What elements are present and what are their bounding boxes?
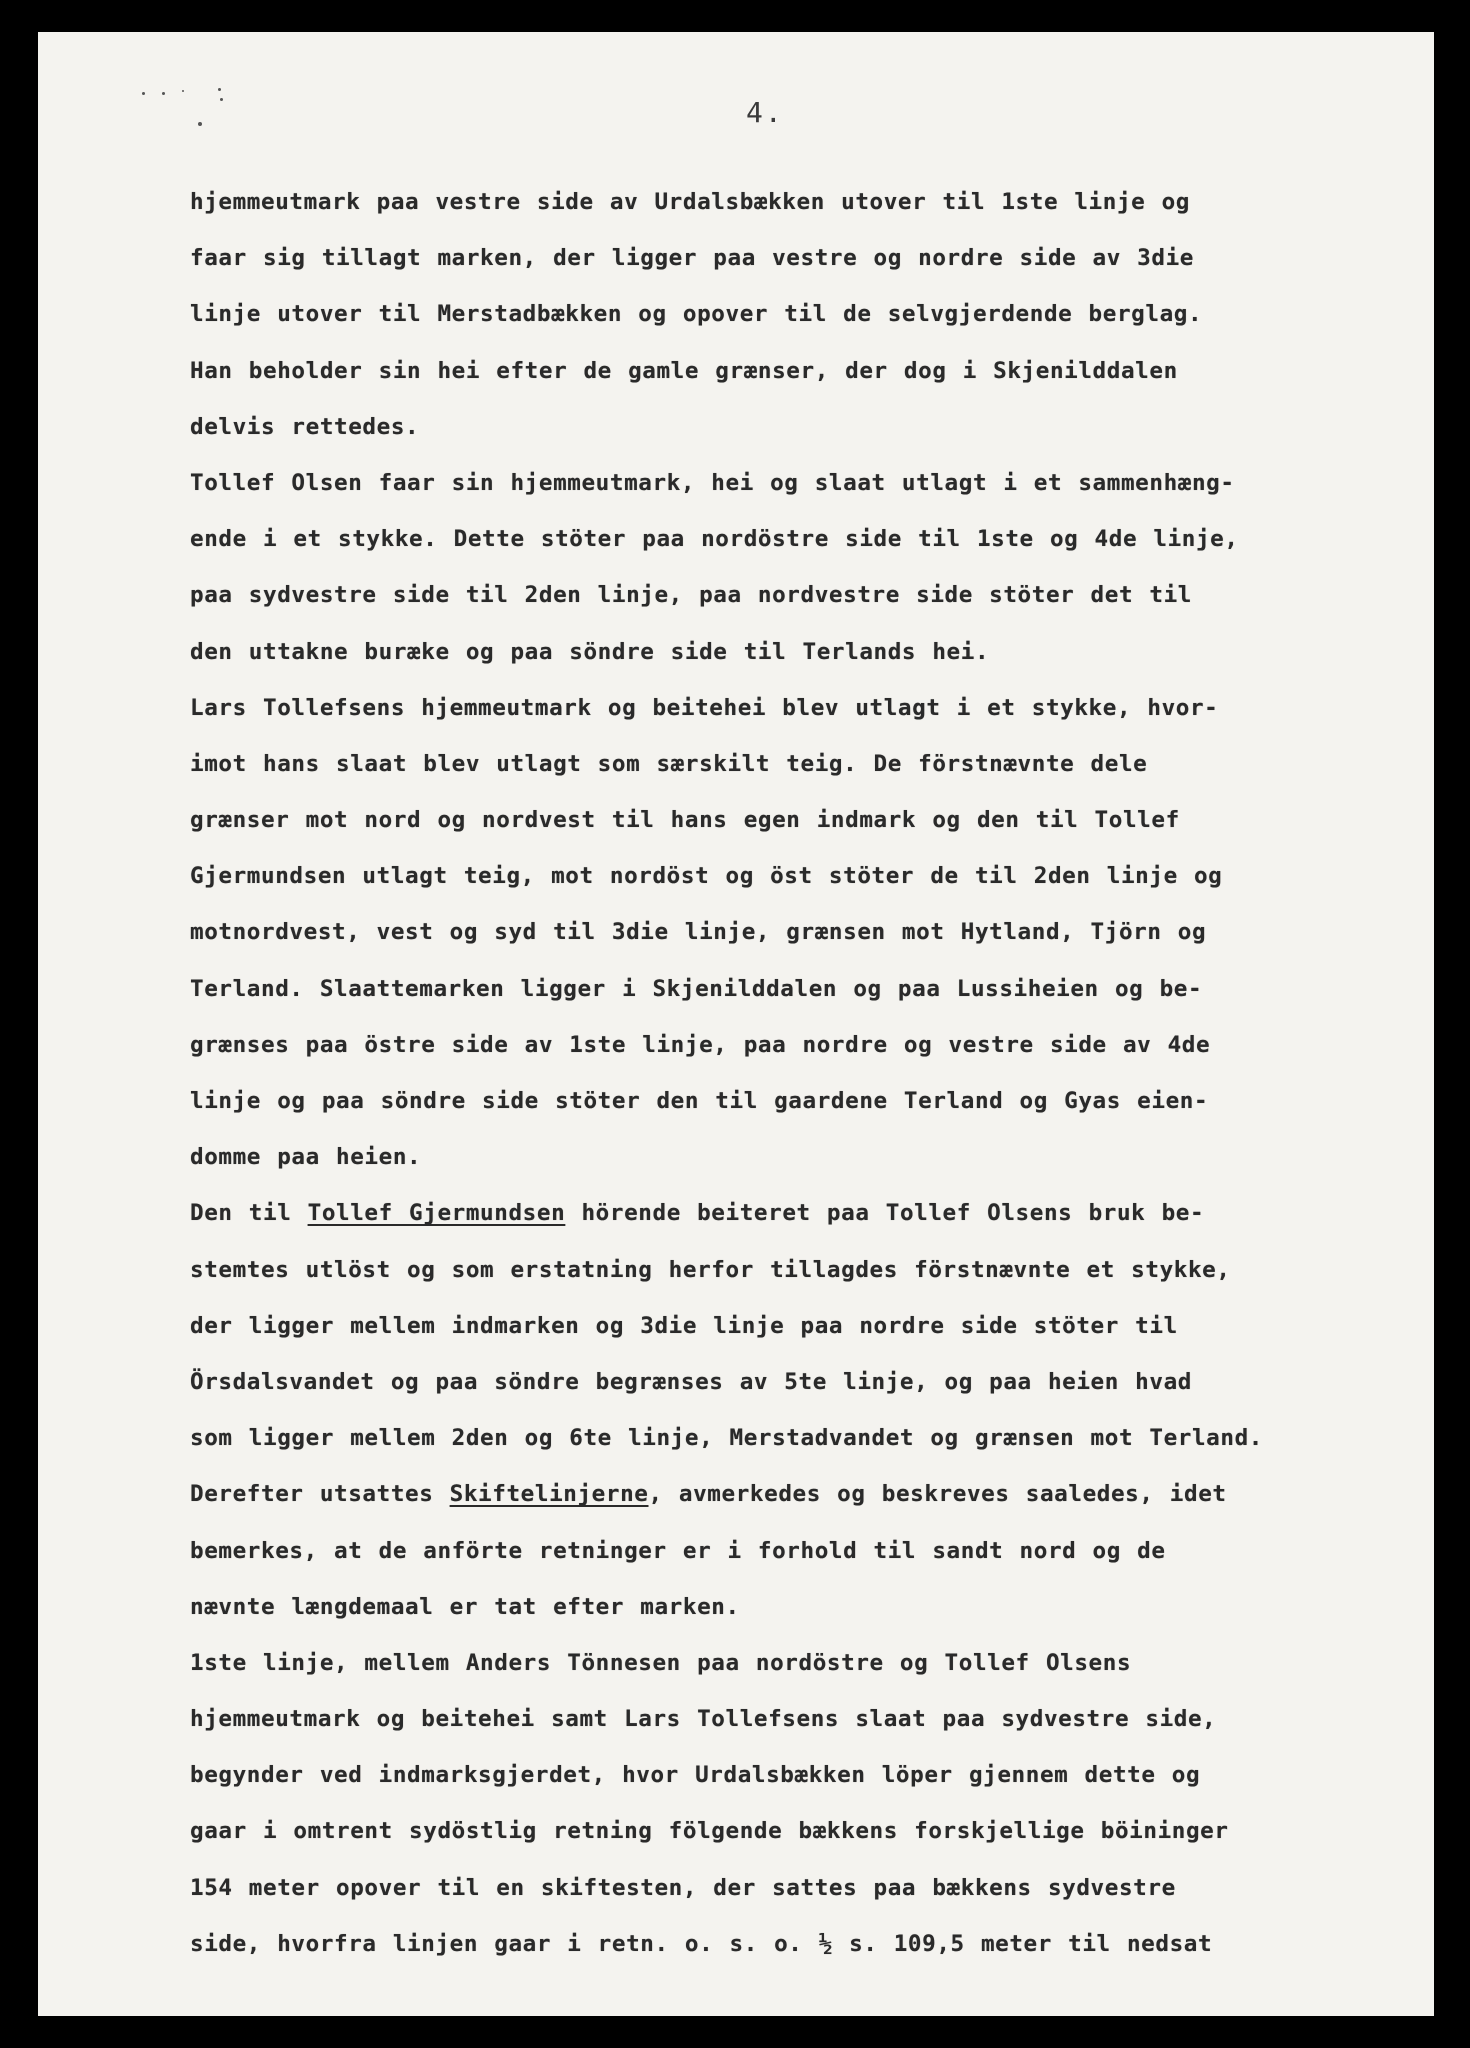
text-line	[190, 1466, 1434, 1522]
text-line	[190, 1185, 1434, 1241]
text-line: hjemmeutmark paa vestre side av Urdalsbækken utover til 1ste linje og	[190, 189, 1190, 215]
text-line: delvis rettedes.	[190, 413, 420, 440]
text-line: Tollef Olsen faar sin hjemmeutmark, hei og slaat utlagt i et sammenhæng-	[190, 469, 1235, 496]
text-line: side, hvorfra linjen gaar i retn. o. s. o. ½ s. 109,5 meter til nedsat	[190, 1930, 1213, 1957]
text-line: grænser mot nord og nordvest til hans egen indmark og den til Tollef	[190, 807, 1180, 834]
text-line: Lars Tollefsens hjemmeutmark og beitehei blev utlagt i et stykke, hvor-	[190, 694, 1219, 721]
text-segment: Den til	[190, 1200, 308, 1227]
text-line: linje og paa söndre side stöter den til gaardene Terland og Gyas eien-	[190, 1088, 1209, 1114]
text-line: hjemmeutmark og beitehei samt Lars Tollefsens slaat paa sydvestre side,	[190, 1706, 1217, 1733]
text-line: linje utover til Merstadbækken og opover til de selvgjerdende berglag.	[190, 301, 1203, 328]
text-line: ende i et stykke. Dette stöter paa nordöstre side til 1ste og 4de linje,	[190, 526, 1239, 553]
text-line: motnordvest, vest og syd til 3die linje, grænsen mot Hytland, Tjörn og	[190, 919, 1207, 946]
text-line: den uttakne buræke og paa söndre side til Terlands hei.	[190, 638, 990, 665]
text-line: Han beholder sin hei efter de gamle grænser, der dog i Skjenilddalen	[190, 357, 1178, 384]
text-line: stemtes utlöst og som erstatning herfor tillagdes förstnævnte et stykke,	[190, 1256, 1231, 1283]
text-line: imot hans slaat blev utlagt som særskilt teig. De förstnævnte dele	[190, 750, 1148, 777]
text-line: 1ste linje, mellem Anders Tönnesen paa nordöstre og Tollef Olsens	[190, 1649, 1132, 1676]
text-line: domme paa heien.	[190, 1144, 422, 1171]
text-segment: hörende beiteret paa Tollef Olsens bruk be-	[565, 1200, 1205, 1227]
page-number: 4.	[746, 96, 784, 129]
text-line: grænses paa östre side av 1ste linje, paa nordre og vestre side av 4de	[190, 1031, 1211, 1058]
text-line: 154 meter opover til en skiftesten, der sattes paa bækkens sydvestre	[190, 1874, 1176, 1901]
text-line: begynder ved indmarksgjerdet, hvor Urdalsbækken löper gjennem dette og	[190, 1762, 1201, 1789]
text-line: der ligger mellem indmarken og 3die linje paa nordre side stöter til	[190, 1312, 1178, 1339]
typed-body-text	[190, 174, 1434, 1972]
text-line: nævnte længdemaal er tat efter marken.	[190, 1593, 740, 1620]
text-line: bemerkes, at de anförte retninger er i forhold til sandt nord og de	[190, 1537, 1166, 1564]
text-segment: Derefter utsattes	[190, 1481, 450, 1508]
text-line: Gjermundsen utlagt teig, mot nordöst og öst stöter de til 2den linje og	[190, 863, 1223, 890]
text-line: gaar i omtrent sydöstlig retning fölgende bækkens forskjellige böininger	[190, 1818, 1229, 1845]
text-line: faar sig tillagt marken, der ligger paa vestre og nordre side av 3die	[190, 245, 1194, 272]
text-line: Örsdalsvandet og paa söndre begrænses av 5te linje, og paa heien hvad	[190, 1368, 1192, 1395]
text-line: som ligger mellem 2den og 6te linje, Merstadvandet og grænsen mot Terland.	[190, 1425, 1263, 1452]
text-segment: , avmerkedes og beskreves saaledes, idet	[648, 1481, 1227, 1508]
text-line: Terland. Slaattemarken ligger i Skjenilddalen og paa Lussiheien og be-	[190, 975, 1203, 1002]
underlined-name: Skiftelinjerne	[449, 1481, 649, 1508]
underlined-name: Tollef Gjermundsen	[307, 1200, 566, 1227]
scan-specks	[98, 70, 218, 150]
document-page	[38, 32, 1434, 2016]
text-line: paa sydvestre side til 2den linje, paa nordvestre side stöter det til	[190, 582, 1192, 609]
